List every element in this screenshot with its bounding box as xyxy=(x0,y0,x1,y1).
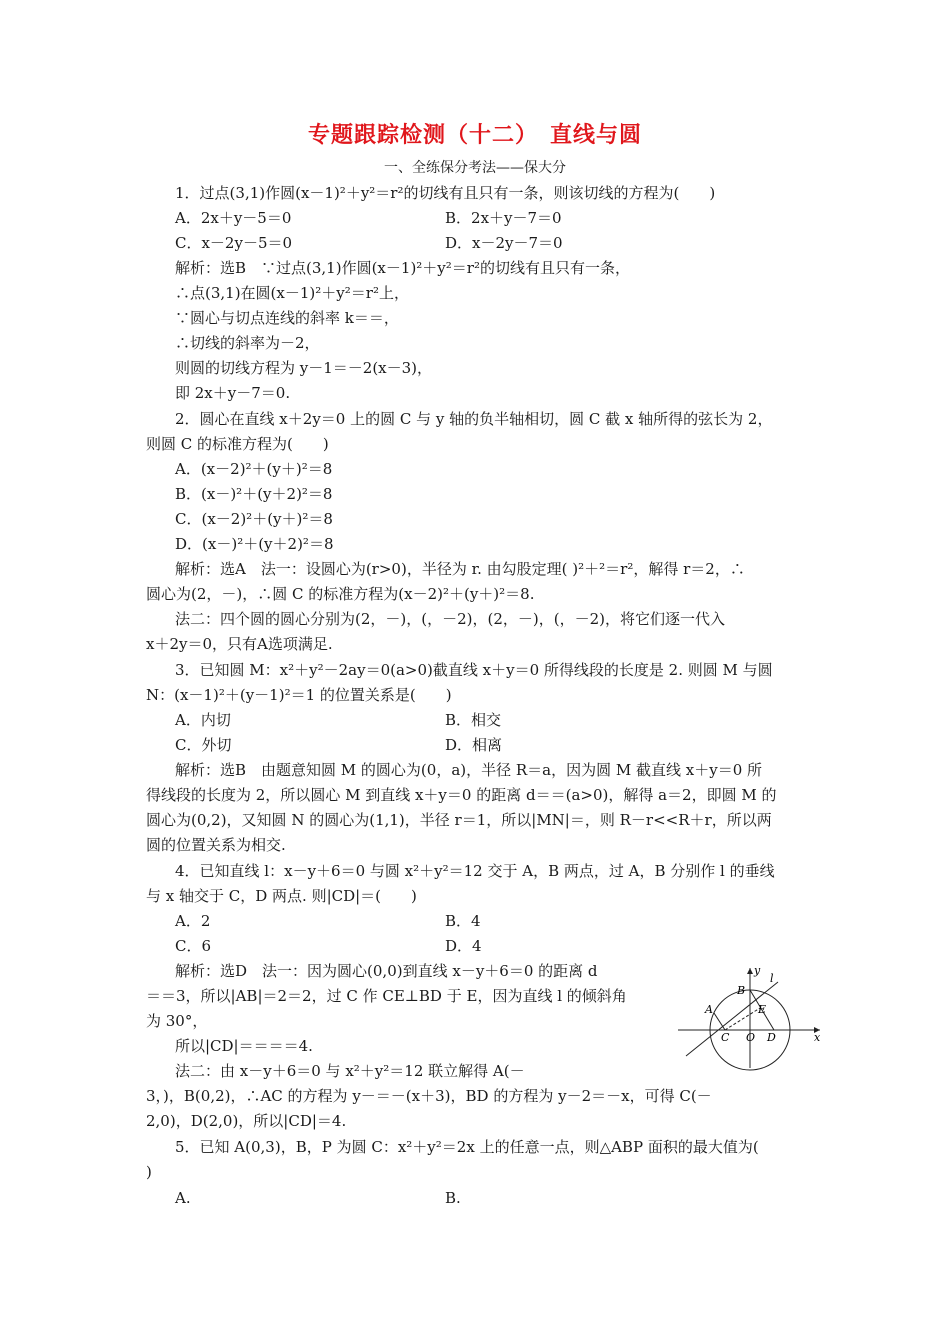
question-5-option-b: B. xyxy=(445,1189,461,1207)
question-2-solution-line: 法二：四个圆的圆心分别为(2，－)，(，－2)，(2，－)，(，－2)，将它们逐一代入 xyxy=(175,610,725,628)
page-title: 专题跟踪检测（十二） 直线与圆 xyxy=(307,123,642,148)
question-3-solution-line: 圆的位置关系为相交. xyxy=(146,836,286,854)
question-3-solution-line: 解析：选B 由题意知圆 M 的圆心为(0，a)，半径 R＝a，因为圆 M 截直线 x＋y＝0 所 xyxy=(175,761,763,779)
label-b: B xyxy=(737,984,746,997)
question-1-solution-line: ∴点(3,1)在圆(x－1)²＋y²＝r²上， xyxy=(175,284,409,302)
question-1-solution-line: 解析：选B ∵过点(3,1)作圆(x－1)²＋y²＝r²的切线有且只有一条， xyxy=(175,259,630,277)
question-4-stem-cont: 与 x 轴交于 C，D 两点. 则|CD|＝( ) xyxy=(146,887,417,905)
question-5-option-a: A. xyxy=(175,1189,191,1207)
segment-ce xyxy=(725,1008,760,1030)
question-3-stem: 3．已知圆 M：x²＋y²－2ay＝0(a>0)截直线 x＋y＝0 所得线段的长度是 2. 则圆 M 与圆 xyxy=(175,661,773,679)
question-4-option-b: B．4 xyxy=(445,912,481,930)
question-4-option-d: D．4 xyxy=(445,937,482,955)
label-d: D xyxy=(767,1031,776,1044)
question-5-stem-cont: ) xyxy=(146,1163,152,1181)
question-1-option-c: C．x－2y－5＝0 xyxy=(175,234,293,252)
question-1-option-d: D．x－2y－7＝0 xyxy=(445,234,563,252)
question-3-option-b: B．相交 xyxy=(445,711,502,729)
question-2-solution-line: 解析：选A 法一：设圆心为(r>0)，半径为 r. 由勾股定理( )²＋²＝r²，解得 r＝2，∴ xyxy=(175,560,745,578)
question-2-solution-line: x＋2y＝0，只有A选项满足. xyxy=(146,635,333,653)
question-4-solution-line: 所以|CD|＝＝＝＝4. xyxy=(175,1037,313,1055)
segment-ac xyxy=(714,1013,725,1030)
question-5-stem: 5．已知 A(0,3)，B，P 为圆 C：x²＋y²＝2x 上的任意一点，则△ABP 面积的最大值为( xyxy=(175,1138,759,1156)
question-3-option-a: A．内切 xyxy=(175,711,231,729)
question-3-option-d: D．相离 xyxy=(445,736,503,754)
question-4-solution-line: 法二：由 x－y＋6＝0 与 x²＋y²＝12 联立解得 A(－ xyxy=(175,1062,525,1080)
question-3-stem-cont: N：(x－1)²＋(y－1)²＝1 的位置关系是( ) xyxy=(146,686,452,704)
label-o: O xyxy=(746,1031,756,1044)
question-3-option-c: C．外切 xyxy=(175,736,232,754)
question-3-solution-line: 圆心为(0,2)，又知圆 N 的圆心为(1,1)，半径 r＝1，所以|MN|＝，则 R－r<<R＋r，所以两 xyxy=(146,811,772,829)
question-1-option-a: A．2x＋y－5＝0 xyxy=(175,209,292,227)
question-2-option-b: B．(x－)²＋(y＋2)²＝8 xyxy=(175,485,333,503)
label-x: x xyxy=(814,1031,821,1044)
question-1-option-b: B．2x＋y－7＝0 xyxy=(445,209,562,227)
question-4-solution-line: 3，)，B(0,2)，∴AC 的方程为 y－＝－(x＋3)，BD 的方程为 y－2＝－x，可得 C(－ xyxy=(146,1087,712,1105)
question-1-solution-line: ∴切线的斜率为－2， xyxy=(175,334,320,352)
question-2-option-a: A．(x－2)²＋(y＋)²＝8 xyxy=(175,460,333,478)
question-4-solution-line: 解析：选D 法一：因为圆心(0,0)到直线 x－y＋6＝0 的距离 d xyxy=(175,962,598,980)
question-4-solution-line: ＝＝3，所以|AB|＝2＝2，过 C 作 CE⊥BD 于 E，因为直线 l 的倾斜角 xyxy=(146,987,627,1005)
question-2-solution-line: 圆心为(2，－)，∴圆 C 的标准方程为(x－2)²＋(y＋)²＝8. xyxy=(146,585,535,603)
label-c: C xyxy=(721,1031,730,1044)
question-2-option-c: C．(x－2)²＋(y＋)²＝8 xyxy=(175,510,333,528)
label-a: A xyxy=(705,1003,713,1016)
line-l xyxy=(686,982,778,1056)
question-4-option-c: C．6 xyxy=(175,937,212,955)
label-l: l xyxy=(770,972,774,985)
question-4-option-a: A．2 xyxy=(175,912,211,930)
question-4-solution-line: 2,0)，D(2,0)，所以|CD|＝4. xyxy=(146,1112,347,1130)
question-4-stem: 4．已知直线 l：x－y＋6＝0 与圆 x²＋y²＝12 交于 A，B 两点，过 A，B 分别作 l 的垂线 xyxy=(175,862,775,880)
question-1-solution-line: 即 2x＋y－7＝0. xyxy=(175,384,291,402)
question-4-solution-line: 为 30°， xyxy=(146,1012,208,1030)
y-axis-arrow xyxy=(747,968,753,974)
question-1-stem: 1．过点(3,1)作圆(x－1)²＋y²＝r²的切线有且只有一条，则该切线的方程为( ) xyxy=(175,184,716,202)
question-2-stem-cont: 则圆 C 的标准方程为( ) xyxy=(146,435,329,453)
question-2-stem: 2．圆心在直线 x＋2y＝0 上的圆 C 与 y 轴的负半轴相切，圆 C 截 x 轴所得的弦长为 2， xyxy=(175,410,773,428)
label-y: y xyxy=(754,964,761,977)
circle-line-diagram xyxy=(674,964,822,1074)
question-3-solution-line: 得线段的长度为 2，所以圆心 M 到直线 x＋y＝0 的距离 d＝＝(a>0)，解得 a＝2，即圆 M 的 xyxy=(146,786,777,804)
question-1-solution-line: 则圆的切线方程为 y－1＝－2(x－3)， xyxy=(175,359,433,377)
question-1-solution-line: ∵圆心与切点连线的斜率 k＝＝， xyxy=(175,309,399,327)
section-heading: 一、全练保分考法——保大分 xyxy=(384,160,566,176)
label-e: E xyxy=(758,1003,767,1016)
question-2-option-d: D．(x－)²＋(y＋2)²＝8 xyxy=(175,535,334,553)
